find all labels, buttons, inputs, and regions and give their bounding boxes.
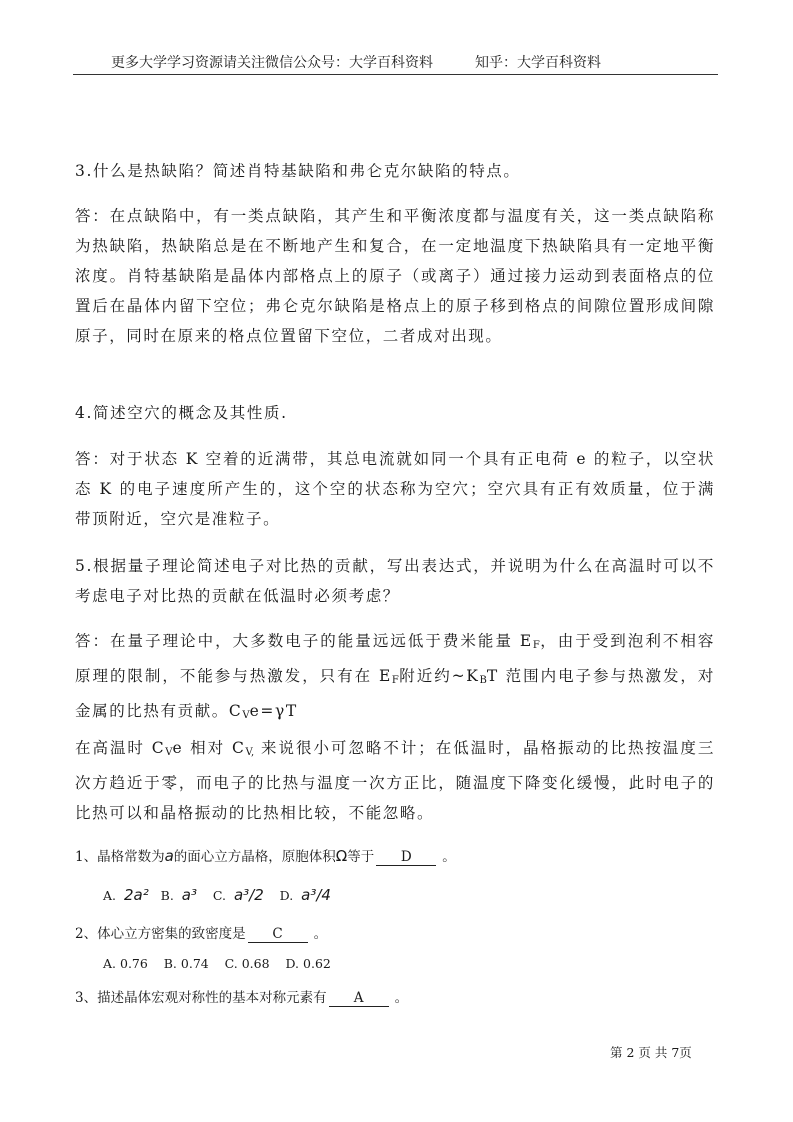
question-4 — [75, 398, 715, 428]
mc-question-1: 1、晶格常数为a的面心立方晶格，原胞体积Ω等于 D 。 — [75, 847, 456, 865]
option-b-math: a³ — [181, 886, 197, 904]
option-a-label: A. — [103, 888, 117, 903]
answer-5-paragraph-1 — [75, 626, 715, 731]
option-d-math: a³/4 — [301, 886, 331, 904]
option-b-label: B. — [160, 888, 174, 903]
answer-blank-3: A — [329, 990, 389, 1007]
answer-blank-1: D — [376, 849, 436, 866]
mc-question-3: 3、描述晶体宏观对称性的基本对称元素有 A 。 — [75, 990, 409, 1006]
header-text — [111, 52, 601, 72]
answer-blank-2: C — [248, 926, 308, 943]
question-3-text: 3.什么是热缺陷？简述肖特基缺陷和弗仑克尔缺陷的特点。 — [75, 162, 521, 180]
answer-5-paragraph-2 — [75, 733, 715, 828]
mc-1-options — [103, 886, 331, 904]
answer-4-text: 答：对于状态 K 空着的近满带，其总电流就如同一个具有正电荷 e 的粒子，以空状态 K 的电子速度所产生的，这个空的状态称为空穴；空穴具有正有效质量，位于满带顶附近，空穴是准粒子。 — [75, 450, 715, 528]
mc-question-2: 2、体心立方密集的致密度是 C 。 — [75, 926, 328, 942]
option-c-label: C. — [212, 888, 226, 903]
header-divider — [73, 74, 718, 75]
answer-5-text-2: 在高温时 $C_Ve$ 相对 $C_{V,}$ 来说很小可忽略不计；在低温时，晶格振动的比热按温度三次方趋近于零，而电子的比热与温度一次方正比，随温度下降变化缓慢，此时电子的比热可以和晶格振动的比热相比较，不能忽略。 — [75, 739, 715, 822]
answer-3 — [75, 201, 715, 351]
question-5-text: 5.根据量子理论简述电子对比热的贡献，写出表达式，并说明为什么在高温时可以不考虑电子对比热的贡献在低温时必须考虑？ — [75, 557, 715, 605]
question-4-text: 4.简述空穴的概念及其性质. — [75, 404, 288, 422]
omega-symbol: Ω — [335, 847, 348, 865]
header-right-text: 知乎：大学百科资料 — [475, 55, 601, 71]
page-number: 第 2 页 共 7页 — [610, 1045, 692, 1060]
option-a-math: 2a² — [123, 886, 149, 904]
option-c-math: a³/2 — [233, 886, 264, 904]
option-d-label: D. — [279, 888, 294, 903]
question-3 — [75, 156, 715, 186]
answer-5-text-1: 答：在量子理论中，大多数电子的能量远远低于费米能量 $E_F$，由于受到泡利不相容原理的限制，不能参与热激发，只有在 $E_F$附近约$\sim K_BT$ 范围内电子参与热激发，对金属的比热有贡献。$C_Ve=\gamma T$ — [75, 632, 715, 721]
variable-a: a — [164, 847, 174, 865]
question-5 — [75, 551, 715, 611]
mc-2-options: A. 0.76 B. 0.74 C. 0.68 D. 0.62 — [103, 956, 331, 971]
header-left-text: 更多大学学习资源请关注微信公众号：大学百科资料 — [111, 55, 433, 71]
answer-4 — [75, 444, 715, 534]
answer-3-text: 答：在点缺陷中，有一类点缺陷，其产生和平衡浓度都与温度有关，这一类点缺陷称为热缺陷，热缺陷总是在不断地产生和复合，在一定地温度下热缺陷具有一定地平衡浓度。肖特基缺陷是晶体内部格点上的原子（或离子）通过接力运动到表面格点的位置后在晶体内留下空位；弗仑克尔缺陷是格点上的原子移到格点的间隙位置形成间隙原子，同时在原来的格点位置留下空位，二者成对出现。 — [75, 207, 715, 345]
